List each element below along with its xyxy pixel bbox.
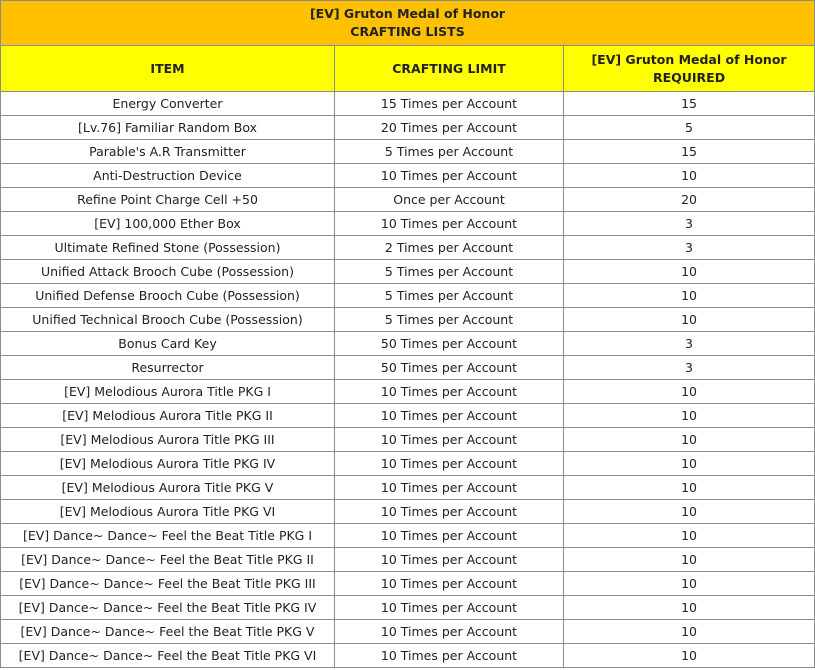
table-row (1, 476, 815, 500)
crafting-limit-cell: 10 Times per Account (335, 404, 564, 428)
table-row (1, 404, 815, 428)
required-medals-cell: 10 (564, 452, 815, 476)
required-medals-cell: 10 (564, 620, 815, 644)
table-row (1, 620, 815, 644)
required-medals-cell: 10 (564, 164, 815, 188)
required-medals-cell: 10 (564, 284, 815, 308)
required-medals-cell: 10 (564, 548, 815, 572)
crafting-limit-cell: 10 Times per Account (335, 452, 564, 476)
table-row (1, 284, 815, 308)
table-row (1, 500, 815, 524)
title-line-2: CRAFTING LISTS (350, 24, 465, 39)
item-cell: [EV] Melodious Aurora Title PKG II (1, 404, 335, 428)
crafting-limit-cell: 50 Times per Account (335, 332, 564, 356)
column-header-item: ITEM (1, 46, 335, 92)
item-cell: [EV] Dance~ Dance~ Feel the Beat Title PKG II (1, 548, 335, 572)
crafting-limit-cell: 10 Times per Account (335, 380, 564, 404)
required-medals-cell: 10 (564, 380, 815, 404)
table-row (1, 116, 815, 140)
crafting-limit-cell: 10 Times per Account (335, 596, 564, 620)
table-row (1, 260, 815, 284)
crafting-limit-cell: 10 Times per Account (335, 620, 564, 644)
item-cell: [EV] Melodious Aurora Title PKG III (1, 428, 335, 452)
table-row (1, 380, 815, 404)
crafting-limit-cell: 5 Times per Account (335, 140, 564, 164)
item-cell: Energy Converter (1, 92, 335, 116)
crafting-limit-cell: Once per Account (335, 188, 564, 212)
crafting-limit-cell: 10 Times per Account (335, 476, 564, 500)
column-header-required-line-1: [EV] Gruton Medal of Honor (591, 51, 787, 67)
table-row (1, 236, 815, 260)
table-row (1, 212, 815, 236)
table-row (1, 428, 815, 452)
column-header-required (564, 46, 815, 92)
table-row (1, 308, 815, 332)
required-medals-cell: 10 (564, 260, 815, 284)
required-medals-cell: 3 (564, 332, 815, 356)
crafting-limit-cell: 10 Times per Account (335, 428, 564, 452)
crafting-limit-cell: 10 Times per Account (335, 572, 564, 596)
item-cell: [EV] 100,000 Ether Box (1, 212, 335, 236)
item-cell: [EV] Melodious Aurora Title PKG V (1, 476, 335, 500)
item-cell: Refine Point Charge Cell +50 (1, 188, 335, 212)
crafting-limit-cell: 50 Times per Account (335, 356, 564, 380)
item-cell: [EV] Dance~ Dance~ Feel the Beat Title PKG I (1, 524, 335, 548)
item-cell: Parable's A.R Transmitter (1, 140, 335, 164)
item-cell: [EV] Melodious Aurora Title PKG IV (1, 452, 335, 476)
item-cell: Bonus Card Key (1, 332, 335, 356)
table-row (1, 644, 815, 668)
required-medals-cell: 10 (564, 404, 815, 428)
table-row (1, 524, 815, 548)
item-cell: [EV] Melodious Aurora Title PKG I (1, 380, 335, 404)
required-medals-cell: 15 (564, 92, 815, 116)
required-medals-cell: 3 (564, 212, 815, 236)
column-header-limit: CRAFTING LIMIT (335, 46, 564, 92)
required-medals-cell: 20 (564, 188, 815, 212)
item-cell: Anti-Destruction Device (1, 164, 335, 188)
table-row (1, 140, 815, 164)
table-row (1, 164, 815, 188)
required-medals-cell: 3 (564, 236, 815, 260)
table-row (1, 92, 815, 116)
required-medals-cell: 10 (564, 572, 815, 596)
table-row (1, 572, 815, 596)
table-row (1, 548, 815, 572)
item-cell: [EV] Melodious Aurora Title PKG VI (1, 500, 335, 524)
table-row (1, 452, 815, 476)
required-medals-cell: 10 (564, 644, 815, 668)
header-row (1, 46, 815, 92)
crafting-limit-cell: 10 Times per Account (335, 644, 564, 668)
table-row (1, 596, 815, 620)
crafting-limit-cell: 20 Times per Account (335, 116, 564, 140)
required-medals-cell: 5 (564, 116, 815, 140)
required-medals-cell: 15 (564, 140, 815, 164)
crafting-limit-cell: 5 Times per Account (335, 284, 564, 308)
table-body (1, 92, 815, 668)
crafting-limit-cell: 5 Times per Account (335, 260, 564, 284)
column-header-required-line-2: REQUIRED (652, 69, 726, 85)
crafting-limit-cell: 10 Times per Account (335, 548, 564, 572)
crafting-limit-cell: 15 Times per Account (335, 92, 564, 116)
item-cell: [EV] Dance~ Dance~ Feel the Beat Title PKG IV (1, 596, 335, 620)
crafting-limit-cell: 10 Times per Account (335, 164, 564, 188)
item-cell: Ultimate Refined Stone (Possession) (1, 236, 335, 260)
item-cell: [Lv.76] Familiar Random Box (1, 116, 335, 140)
required-medals-cell: 10 (564, 500, 815, 524)
item-cell: [EV] Dance~ Dance~ Feel the Beat Title PKG VI (1, 644, 335, 668)
crafting-limit-cell: 10 Times per Account (335, 212, 564, 236)
title-row (1, 1, 815, 46)
required-medals-cell: 10 (564, 476, 815, 500)
item-cell: [EV] Dance~ Dance~ Feel the Beat Title PKG III (1, 572, 335, 596)
crafting-limit-cell: 10 Times per Account (335, 524, 564, 548)
item-cell: Unified Attack Brooch Cube (Possession) (1, 260, 335, 284)
item-cell: Unified Defense Brooch Cube (Possession) (1, 284, 335, 308)
table-row (1, 188, 815, 212)
item-cell: Unified Technical Brooch Cube (Possession) (1, 308, 335, 332)
required-medals-cell: 10 (564, 308, 815, 332)
crafting-limit-cell: 10 Times per Account (335, 500, 564, 524)
required-medals-cell: 3 (564, 356, 815, 380)
table-row (1, 332, 815, 356)
table-row (1, 356, 815, 380)
required-medals-cell: 10 (564, 596, 815, 620)
required-medals-cell: 10 (564, 428, 815, 452)
title-line-1: [EV] Gruton Medal of Honor (309, 6, 506, 21)
table-title (1, 1, 815, 46)
crafting-limit-cell: 2 Times per Account (335, 236, 564, 260)
item-cell: Resurrector (1, 356, 335, 380)
required-medals-cell: 10 (564, 524, 815, 548)
crafting-limit-cell: 5 Times per Account (335, 308, 564, 332)
item-cell: [EV] Dance~ Dance~ Feel the Beat Title PKG V (1, 620, 335, 644)
